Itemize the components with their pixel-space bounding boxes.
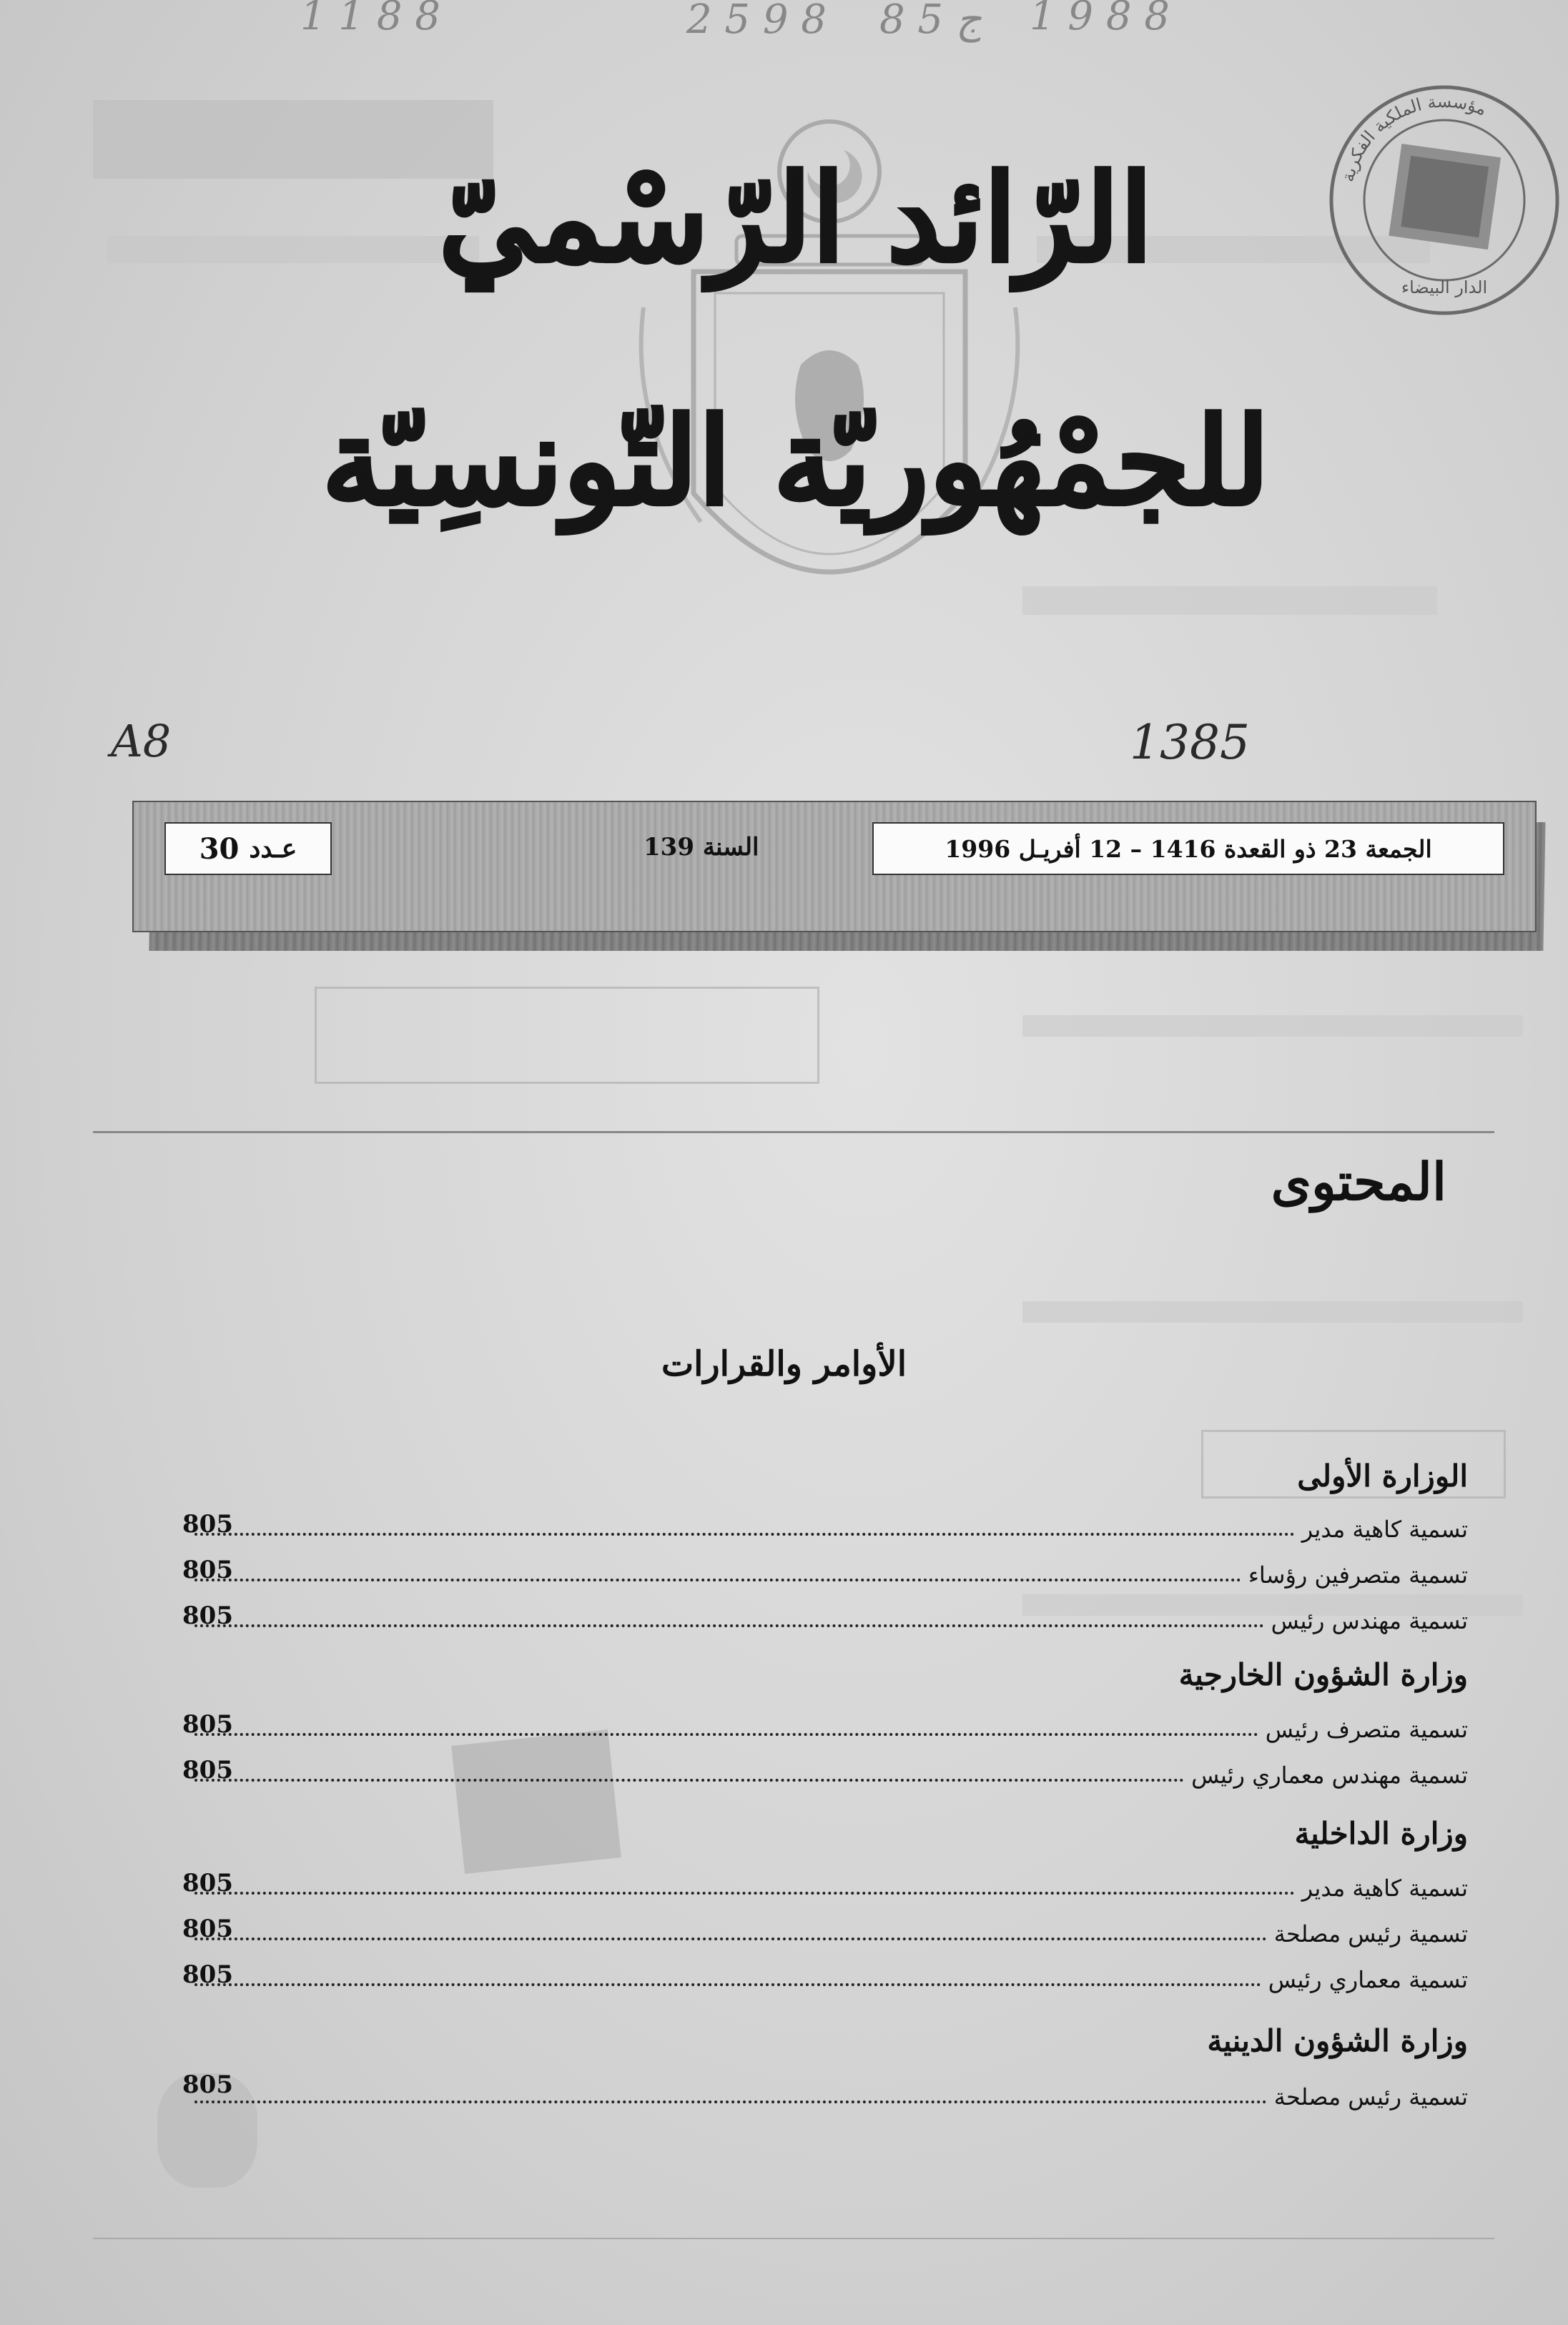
handwritten-mark-right: 1385: [1130, 715, 1250, 770]
toc-entry-label: تسمية مهندس معماري رئيس: [1191, 1762, 1468, 1789]
handwritten-mark-left: A8: [111, 715, 172, 767]
leader-dots: [194, 1533, 1295, 1536]
handwritten-top-mark: 8 5 ج: [879, 0, 982, 43]
toc-entry[interactable]: [186, 1710, 1468, 1743]
toc-entry-label: تسمية مهندس رئيس: [1271, 1607, 1468, 1634]
toc-entry[interactable]: [186, 1510, 1468, 1543]
ministry-heading: وزارة الداخلية: [1294, 1816, 1468, 1851]
toc-entry-label: تسمية رئيس مصلحة: [1273, 2083, 1468, 2111]
leader-dots: [194, 1892, 1295, 1895]
toc-entry[interactable]: [186, 2078, 1468, 2111]
toc-entry-page: 805: [182, 1915, 233, 1943]
leader-dots: [194, 1733, 1258, 1736]
issue-date-box: [872, 822, 1504, 875]
toc-entry-page: 805: [182, 1556, 233, 1584]
toc-entry-page: 805: [182, 2070, 233, 2099]
toc-entry[interactable]: [186, 1869, 1468, 1902]
toc-entry-label: تسمية كاهية مدير: [1301, 1516, 1468, 1543]
issue-number: 30: [199, 831, 240, 866]
toc-entry-page: 805: [182, 1510, 233, 1539]
toc-entry-page: 805: [182, 1869, 233, 1897]
toc-entry-label: تسمية متصرف رئيس: [1265, 1716, 1468, 1743]
toc-entry[interactable]: [186, 1556, 1468, 1589]
ministry-heading: الوزارة الأولى: [1297, 1458, 1468, 1494]
stamp-ring-text: مؤسسة الملكية الفكرية: [1337, 91, 1490, 184]
official-stamp: [1323, 79, 1566, 322]
toc-entry-page: 805: [182, 1601, 233, 1630]
issue-number-box: [164, 822, 332, 875]
handwritten-top-mark: 1 9 8 8: [1030, 0, 1170, 39]
toc-entry-label: تسمية متصرفين رؤساء: [1248, 1561, 1468, 1589]
leader-dots: [194, 1779, 1184, 1782]
stamp-bottom-text: الدار البيضاء: [1401, 277, 1488, 297]
leader-dots: [194, 1579, 1241, 1581]
header-separator: [93, 1131, 1494, 1133]
masthead-title-line1: الرّائد الرّسْميّ: [438, 147, 1153, 289]
masthead-title-line2: للجمْهُوريّة التّونسِيّة: [322, 390, 1270, 532]
toc-entry-label: تسمية رئيس مصلحة: [1273, 1920, 1468, 1948]
toc-entry-page: 805: [182, 1756, 233, 1785]
toc-entry[interactable]: [186, 1915, 1468, 1948]
ministry-heading: وزارة الشؤون الدينية: [1207, 2023, 1468, 2058]
leader-dots: [194, 1938, 1267, 1940]
toc-section-title: الأوامر والقرارات: [661, 1344, 907, 1384]
toc-entry[interactable]: [186, 1601, 1468, 1634]
toc-entry-label: تسمية معماري رئيس: [1268, 1966, 1468, 1993]
handwritten-top-mark: 2 5 9 8: [686, 0, 827, 43]
leader-dots: [194, 1983, 1261, 1986]
issue-number-label: عـدد: [249, 834, 297, 864]
leader-dots: [194, 1624, 1264, 1627]
toc-entry-page: 805: [182, 1960, 233, 1989]
toc-entry-page: 805: [182, 1710, 233, 1739]
issue-date: الجمعة 23 ذو القعدة 1416 – 12 أفريـل 1996: [945, 834, 1432, 863]
toc-title: المحتوى: [1271, 1151, 1446, 1212]
toc-entry[interactable]: [186, 1756, 1468, 1789]
toc-entry[interactable]: [186, 1960, 1468, 1993]
issue-year: السنة 139: [644, 833, 759, 862]
leader-dots: [194, 2101, 1267, 2103]
handwritten-top-mark: 1 1 8 8: [300, 0, 440, 39]
toc-entry-label: تسمية كاهية مدير: [1301, 1875, 1468, 1902]
ministry-heading: وزارة الشؤون الخارجية: [1178, 1657, 1468, 1692]
